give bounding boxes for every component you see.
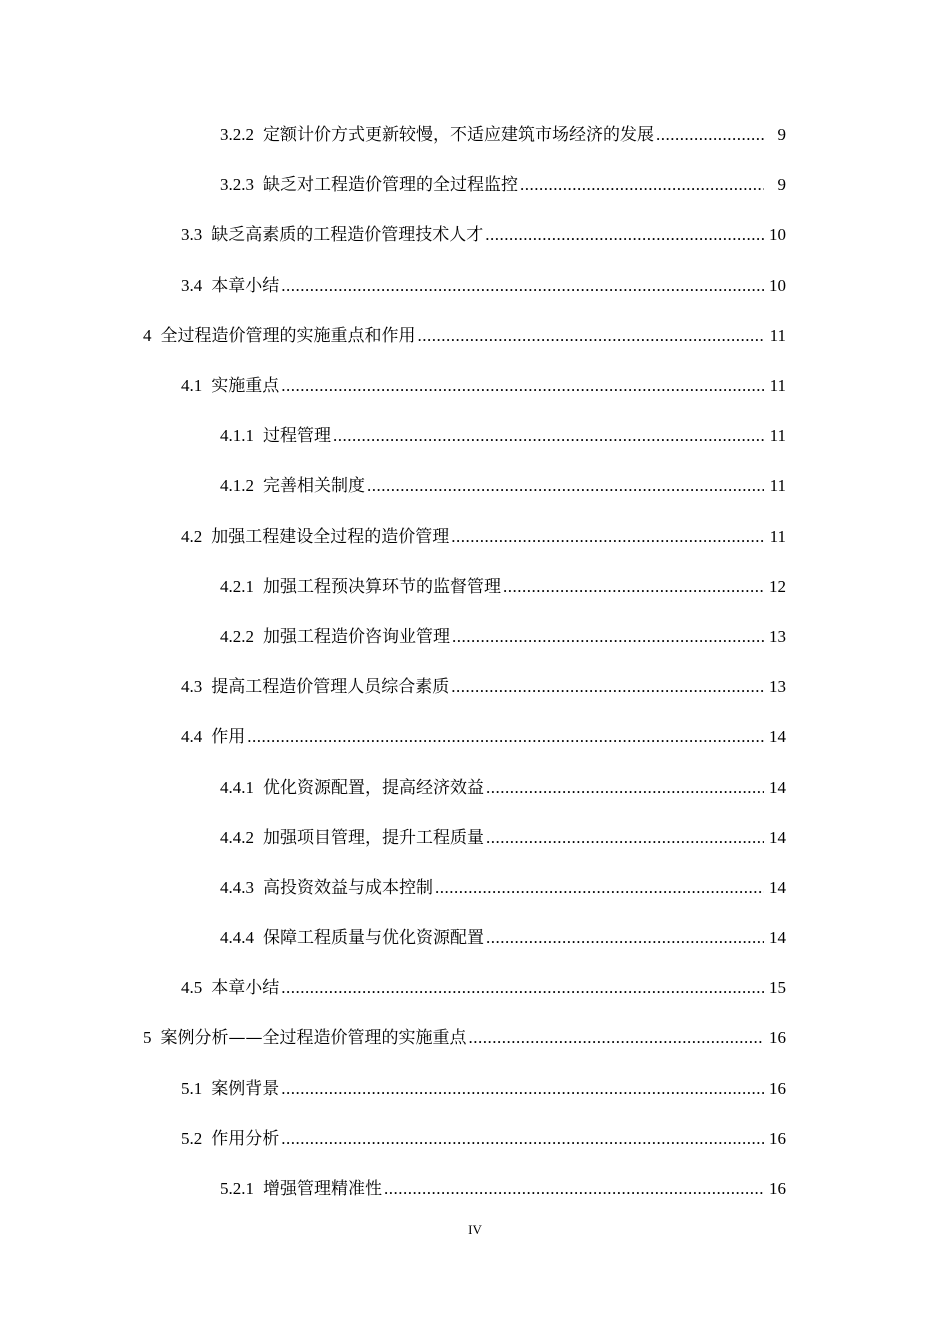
toc-dot-leader — [452, 612, 764, 662]
toc-entry-page: 11 — [769, 426, 786, 446]
toc-entry-title: 加强项目管理，提升工程质量 — [263, 827, 484, 848]
toc-entry-4-4-1[interactable] — [0, 762, 786, 812]
toc-dot-leader — [469, 1013, 765, 1063]
toc-entry-title: 实施重点 — [211, 376, 280, 397]
toc-entry-title: 作用 — [211, 727, 246, 748]
toc-entry-number: 4.2.2 — [220, 626, 254, 646]
toc-dot-leader — [247, 712, 764, 762]
toc-entry-number: 4.4.4 — [220, 928, 254, 948]
toc-entry-5-1[interactable] — [0, 1064, 786, 1114]
toc-entry-4-1-1[interactable] — [0, 411, 786, 461]
toc-entry-4-4-2[interactable] — [0, 813, 786, 863]
toc-entry-number: 4.2.1 — [220, 576, 254, 596]
toc-entry-number: 4.4.3 — [220, 877, 254, 897]
toc-entry-number: 4.2 — [181, 526, 203, 546]
toc-dot-leader — [656, 110, 764, 160]
toc-dot-leader — [281, 1064, 764, 1114]
toc-entry-4-4[interactable] — [0, 712, 786, 762]
toc-entry-title: 过程管理 — [263, 426, 331, 447]
toc-entry-4-5[interactable] — [0, 963, 786, 1013]
toc-entry-page: 11 — [769, 526, 786, 546]
page-number: IV — [468, 1222, 482, 1237]
toc-dot-leader — [486, 913, 764, 963]
toc-dot-leader — [418, 311, 765, 361]
toc-entry-4-2-2[interactable] — [0, 612, 786, 662]
toc-entry-number: 4.4 — [181, 727, 203, 747]
toc-entry-title: 缺乏对工程造价管理的全过程监控 — [263, 175, 518, 196]
toc-entry-page: 9 — [777, 125, 786, 145]
toc-dot-leader — [281, 261, 764, 311]
toc-entry-number: 5.2.1 — [220, 1179, 254, 1199]
toc-dot-leader — [367, 461, 764, 511]
toc-entry-page: 12 — [769, 576, 786, 596]
toc-entry-5[interactable] — [0, 1013, 786, 1063]
toc-entry-number: 4.3 — [181, 677, 203, 697]
toc-dot-leader — [485, 210, 764, 260]
toc-entry-page: 13 — [769, 677, 786, 697]
toc-entry-number: 3.2.2 — [220, 125, 254, 145]
toc-entry-title: 案例背景 — [211, 1078, 280, 1099]
toc-entry-page: 14 — [769, 727, 786, 747]
toc-entry-3-4[interactable] — [0, 261, 786, 311]
toc-entry-page: 9 — [777, 175, 786, 195]
toc-entry-4[interactable] — [0, 311, 786, 361]
toc-entry-5-2-1[interactable] — [0, 1164, 786, 1214]
toc-entry-page: 10 — [769, 275, 786, 295]
toc-dot-leader — [503, 562, 764, 612]
toc-entry-title: 增强管理精准性 — [263, 1179, 382, 1200]
toc-entry-page: 14 — [769, 877, 786, 897]
toc-dot-leader — [451, 512, 764, 562]
toc-entry-page: 16 — [769, 1128, 786, 1148]
toc-entry-number: 4.1 — [181, 376, 203, 396]
toc-entry-title: 本章小结 — [211, 275, 280, 296]
toc-dot-leader — [435, 863, 764, 913]
toc-dot-leader — [384, 1164, 764, 1214]
toc-dot-leader — [486, 813, 764, 863]
toc-entry-4-3[interactable] — [0, 662, 786, 712]
toc-entry-title: 优化资源配置，提高经济效益 — [263, 777, 484, 798]
toc-entry-page: 14 — [769, 777, 786, 797]
toc-entry-4-1-2[interactable] — [0, 461, 786, 511]
toc-entry-number: 4 — [143, 325, 152, 345]
toc-entry-3-2-2[interactable] — [0, 110, 786, 160]
toc-entry-number: 4.4.2 — [220, 827, 254, 847]
toc-entry-title: 案例分析——全过程造价管理的实施重点 — [160, 1028, 467, 1049]
toc-dot-leader — [451, 662, 764, 712]
toc-entry-4-4-3[interactable] — [0, 863, 786, 913]
toc-entry-page: 13 — [769, 626, 786, 646]
toc-entry-4-1[interactable] — [0, 361, 786, 411]
toc-dot-leader — [281, 963, 764, 1013]
toc-entry-page: 15 — [769, 978, 786, 998]
toc-entry-number: 4.1.1 — [220, 426, 254, 446]
toc-entry-title: 完善相关制度 — [263, 476, 365, 497]
toc-entry-page: 14 — [769, 827, 786, 847]
toc-entry-title: 加强工程建设全过程的造价管理 — [211, 526, 450, 547]
toc-entry-page: 16 — [769, 1078, 786, 1098]
toc-entry-title: 高投资效益与成本控制 — [263, 877, 433, 898]
toc-entry-page: 16 — [769, 1179, 786, 1199]
toc-entry-page: 11 — [769, 325, 786, 345]
toc-entry-number: 4.5 — [181, 978, 203, 998]
toc-dot-leader — [520, 160, 764, 210]
toc-entry-number: 4.1.2 — [220, 476, 254, 496]
toc-entry-5-2[interactable] — [0, 1114, 786, 1164]
toc-entry-title: 保障工程质量与优化资源配置 — [263, 928, 484, 949]
toc-entry-4-2[interactable] — [0, 512, 786, 562]
toc-entry-number: 3.4 — [181, 275, 203, 295]
toc-dot-leader — [333, 411, 764, 461]
toc-entry-number: 5 — [143, 1028, 152, 1048]
toc-dot-leader — [486, 763, 764, 813]
toc-entry-number: 3.2.3 — [220, 175, 254, 195]
toc-entry-4-2-1[interactable] — [0, 562, 786, 612]
toc-entry-title: 缺乏高素质的工程造价管理技术人才 — [211, 225, 484, 246]
toc-entry-3-3[interactable] — [0, 210, 786, 260]
toc-entry-number: 4.4.1 — [220, 777, 254, 797]
toc-entry-title: 全过程造价管理的实施重点和作用 — [160, 325, 416, 346]
toc-entry-page: 14 — [769, 928, 786, 948]
toc-entry-number: 3.3 — [181, 225, 203, 245]
table-of-contents — [0, 110, 950, 1214]
toc-dot-leader — [281, 1114, 764, 1164]
toc-entry-4-4-4[interactable] — [0, 913, 786, 963]
toc-entry-page: 10 — [769, 225, 786, 245]
toc-entry-title: 定额计价方式更新较慢，不适应建筑市场经济的发展 — [263, 125, 654, 146]
toc-dot-leader — [281, 361, 764, 411]
toc-entry-title: 提高工程造价管理人员综合素质 — [211, 677, 450, 698]
toc-entry-page: 11 — [769, 476, 786, 496]
toc-entry-title: 加强工程预决算环节的监督管理 — [263, 576, 501, 597]
toc-entry-number: 5.1 — [181, 1078, 203, 1098]
toc-entry-number: 5.2 — [181, 1128, 203, 1148]
toc-entry-page: 11 — [769, 376, 786, 396]
toc-entry-title: 作用分析 — [211, 1128, 280, 1149]
toc-entry-page: 16 — [769, 1028, 786, 1048]
toc-entry-3-2-3[interactable] — [0, 160, 786, 210]
toc-entry-title: 本章小结 — [211, 978, 280, 999]
toc-entry-title: 加强工程造价咨询业管理 — [263, 626, 450, 647]
